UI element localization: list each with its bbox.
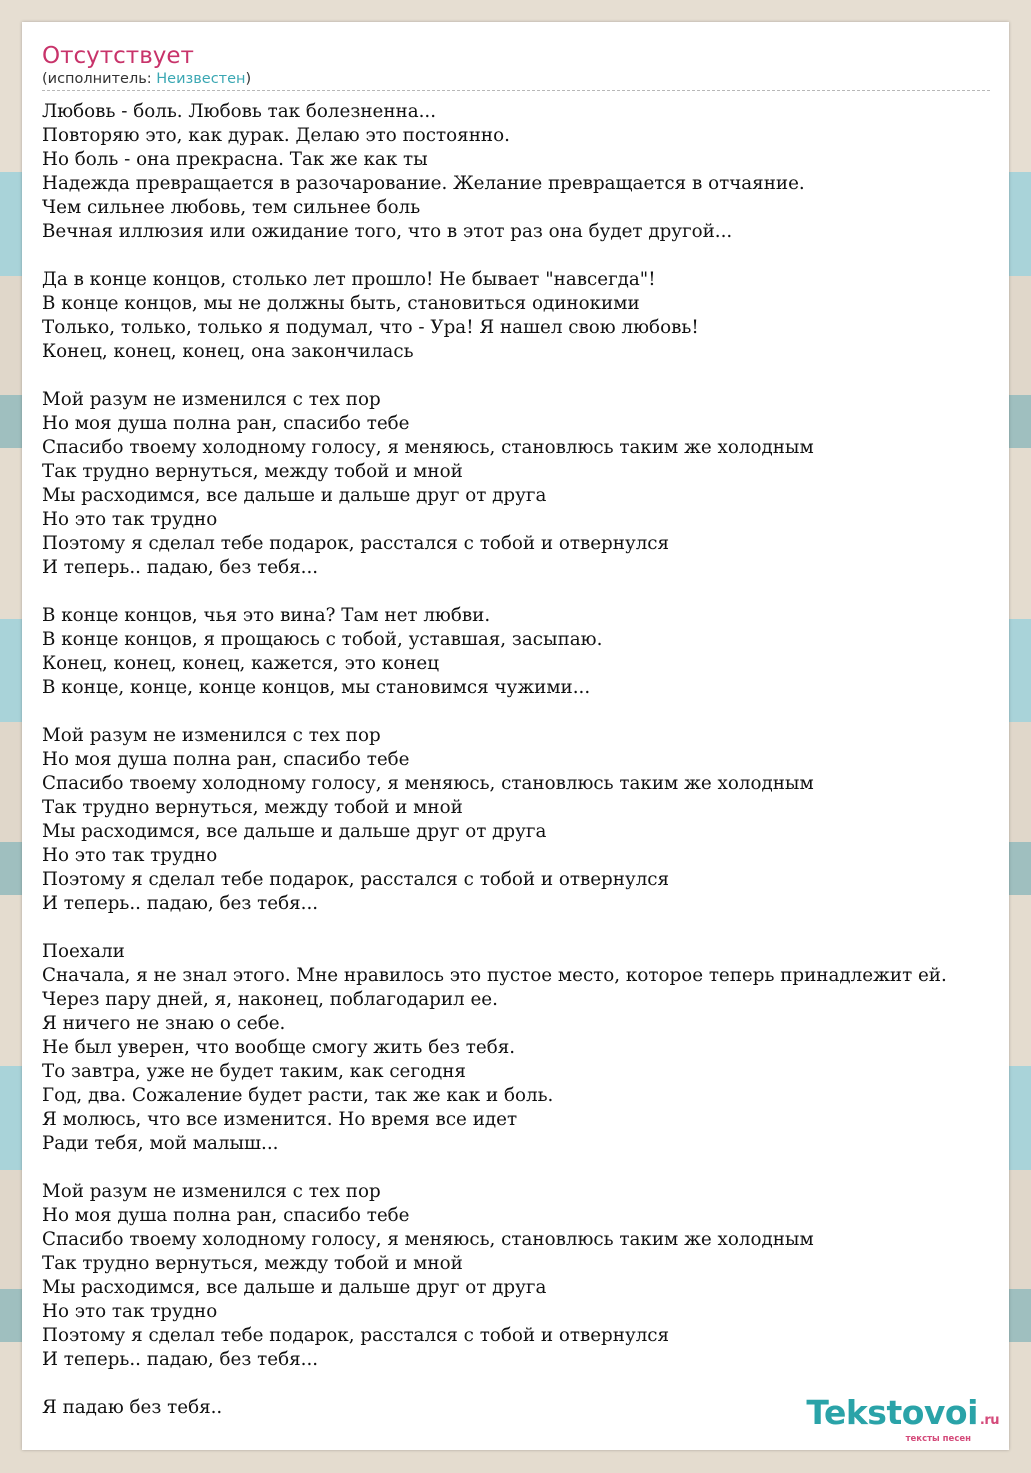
- stanza-break: [42, 580, 1009, 604]
- lyric-line: Так трудно вернуться, между тобой и мной: [42, 1253, 463, 1274]
- stanza-break: [42, 700, 1009, 724]
- performer-link[interactable]: Неизвестен: [156, 71, 246, 87]
- song-header: [42, 42, 990, 91]
- lyric-line: Но боль - она прекрасна. Так же как ты: [42, 149, 428, 170]
- lyric-line: Поэтому я сделал тебе подарок, расстался с тобой и отвернулся: [42, 533, 670, 554]
- lyric-line: Конец, конец, конец, кажется, это конец: [42, 653, 439, 674]
- lyric-line: Но это так трудно: [42, 1301, 218, 1322]
- lyric-line: Мы расходимся, все дальше и дальше друг от друга: [42, 485, 547, 506]
- stanza-break: [42, 1156, 1009, 1180]
- lyric-line: Конец, конец, конец, она закончилась: [42, 341, 414, 362]
- lyric-line: Надежда превращается в разочарование. Желание превращается в отчаяние.: [42, 173, 805, 194]
- lyric-line: Не был уверен, что вообще смогу жить без тебя.: [42, 1037, 516, 1058]
- lyric-line: То завтра, уже не будет таким, как сегодня: [42, 1061, 466, 1082]
- lyric-line: В конце концов, мы не должны быть, становиться одинокими: [42, 293, 640, 314]
- lyric-line: Но это так трудно: [42, 509, 218, 530]
- lyric-line: Так трудно вернуться, между тобой и мной: [42, 797, 463, 818]
- lyric-line: Через пару дней, я, наконец, поблагодарил ее.: [42, 989, 498, 1010]
- lyric-line: Но моя душа полна ран, спасибо тебе: [42, 749, 410, 770]
- lyric-line: Но моя душа полна ран, спасибо тебе: [42, 1205, 410, 1226]
- lyric-line: Я падаю без тебя..: [42, 1397, 223, 1418]
- lyric-line: И теперь.. падаю, без тебя...: [42, 893, 319, 914]
- logo-tld: .ru: [979, 1413, 999, 1428]
- lyric-line: Мой разум не изменился с тех пор: [42, 725, 381, 746]
- lyric-line: В конце концов, я прощаюсь с тобой, уставшая, засыпаю.: [42, 629, 603, 650]
- lyric-line: Но это так трудно: [42, 845, 218, 866]
- lyric-line: В конце концов, чья это вина? Там нет любви.: [42, 605, 491, 626]
- lyric-line: Поэтому я сделал тебе подарок, расстался с тобой и отвернулся: [42, 869, 670, 890]
- performer-line: [42, 70, 990, 88]
- lyric-line: Повторяю это, как дурак. Делаю это постоянно.: [42, 125, 510, 146]
- lyric-line: И теперь.. падаю, без тебя...: [42, 557, 319, 578]
- stanza-break: [42, 364, 1009, 388]
- lyric-line: Вечная иллюзия или ожидание того, что в этот раз она будет другой...: [42, 221, 733, 242]
- lyric-line: Поэтому я сделал тебе подарок, расстался с тобой и отвернулся: [42, 1325, 670, 1346]
- lyric-line: Ради тебя, мой малыш...: [42, 1133, 279, 1154]
- lyrics-card: [22, 22, 1009, 1450]
- lyric-line: Но моя душа полна ран, спасибо тебе: [42, 413, 410, 434]
- lyric-line: Мой разум не изменился с тех пор: [42, 1181, 381, 1202]
- lyric-line: Мы расходимся, все дальше и дальше друг от друга: [42, 821, 547, 842]
- lyric-line: Год, два. Сожаление будет расти, так же как и боль.: [42, 1085, 554, 1106]
- lyric-line: Спасибо твоему холодному голосу, я меняюсь, становлюсь таким же холодным: [42, 1229, 814, 1250]
- lyric-line: Я молюсь, что все изменится. Но время все идет: [42, 1109, 518, 1130]
- logo-tagline: тексты песен: [905, 1434, 971, 1444]
- lyric-line: Мы расходимся, все дальше и дальше друг от друга: [42, 1277, 547, 1298]
- lyric-line: Так трудно вернуться, между тобой и мной: [42, 461, 463, 482]
- performer-prefix: (исполнитель:: [42, 71, 157, 87]
- lyric-line: И теперь.. падаю, без тебя...: [42, 1349, 319, 1370]
- stanza-break: [42, 916, 1009, 940]
- lyric-line: Любовь - боль. Любовь так болезненна...: [42, 101, 437, 122]
- site-logo[interactable]: [806, 1393, 999, 1444]
- song-title: Отсутствует: [42, 43, 194, 69]
- lyric-line: Спасибо твоему холодному голосу, я меняюсь, становлюсь таким же холодным: [42, 773, 814, 794]
- lyric-line: Поехали: [42, 941, 125, 962]
- lyric-line: Да в конце концов, столько лет прошло! Не бывает "навсегда"!: [42, 269, 656, 290]
- lyric-line: Только, только, только я подумал, что - Ура! Я нашел свою любовь!: [42, 317, 699, 338]
- stanza-break: [42, 244, 1009, 268]
- lyric-line: Я ничего не знаю о себе.: [42, 1013, 286, 1034]
- performer-suffix: ): [245, 71, 252, 87]
- logo-name: Tekstovoi: [806, 1393, 978, 1432]
- lyric-line: Чем сильнее любовь, тем сильнее боль: [42, 197, 421, 218]
- logo-wordmark: [806, 1393, 999, 1438]
- lyric-line: В конце, конце, конце концов, мы становимся чужими...: [42, 677, 591, 698]
- lyric-line: Спасибо твоему холодному голосу, я меняюсь, становлюсь таким же холодным: [42, 437, 814, 458]
- lyric-line: Сначала, я не знал этого. Мне нравилось это пустое место, которое теперь принадлежит ей.: [42, 965, 947, 986]
- lyric-line: Мой разум не изменился с тех пор: [42, 389, 381, 410]
- lyrics-text: [42, 100, 1009, 1420]
